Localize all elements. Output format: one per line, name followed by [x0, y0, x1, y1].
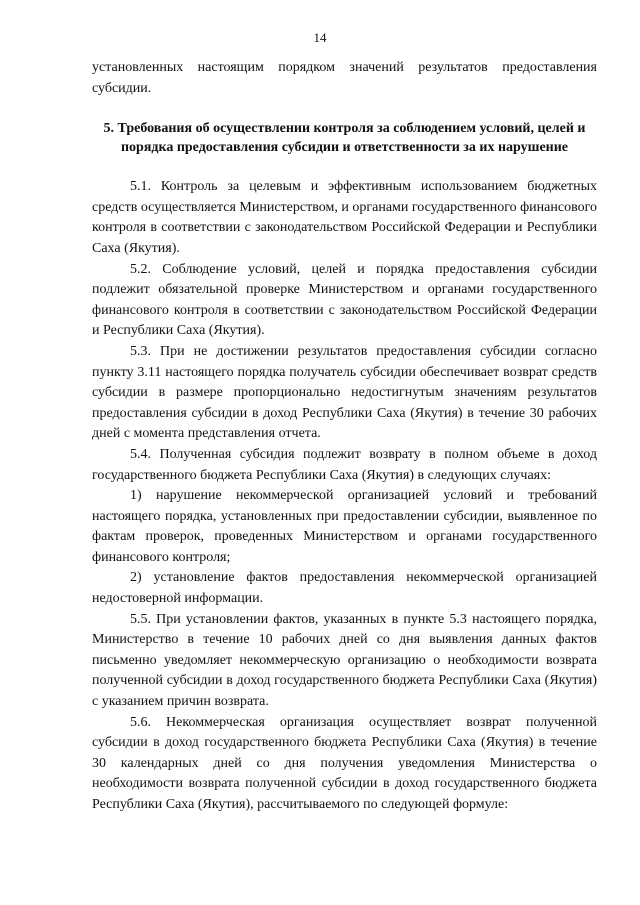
document-body [92, 58, 597, 816]
list-item-1: 1) нарушение некоммерческой организацией условий и требований настоящего порядка, установленных при предоставлении субсидии, выявленное по фактам проверок, проведенных Министерством и органами государственного финансового контроля; [92, 488, 597, 565]
paragraph-5-4: 5.4. Полученная субсидия подлежит возврату в полном объеме в доход государственного бюджета Республики Саха (Якутия) в следующих случаях: [92, 446, 597, 483]
paragraph-5-5: 5.5. При установлении фактов, указанных в пункте 5.3 настоящего порядка, Министерство в течение 10 рабочих дней со дня выявления данных фактов письменно уведомляет некоммерческую организацию о необходимости возврата полученной субсидии в доход государственного бюджета Республики Саха (Якутия) с указанием причин возврата. [92, 611, 597, 710]
intro-paragraph: установленных настоящим порядком значений результатов предоставления субсидии. [92, 60, 597, 96]
page-number: 14 [313, 30, 327, 45]
section-heading: 5. Требования об осуществлении контроля за соблюдением условий, целей и порядка предоставления субсидии и ответственности за их нарушение [103, 121, 586, 156]
paragraph-5-6: 5.6. Некоммерческая организация осуществляет возврат полученной субсидии в доход государственного бюджета Республики Саха (Якутия) в течение 30 календарных дней со дня получения уведомления Министерства о необходимости возврата полученной субсидии в доход государственного бюджета Республики Саха (Якутия), рассчитываемого по следующей формуле: [92, 714, 597, 812]
paragraph-5-2: 5.2. Соблюдение условий, целей и порядка предоставления субсидии подлежит обязательной проверке Министерством и органами государственного финансового контроля в соответствии с законодательством Российской Федерации и Республики Саха (Якутия). [92, 261, 597, 339]
list-item-2: 2) установление фактов предоставления некоммерческой организацией недостоверной информации. [92, 570, 597, 607]
paragraph-5-3: 5.3. При не достижении результатов предоставления субсидии согласно пункту 3.11 настоящего порядка получатель субсидии обеспечивает возврат средств субсидии в размере пропорционально недостигнутым значениям результатов предоставления субсидии в доход Республики Саха (Якутия) в течение 30 рабочих дней с момента представления отчета. [92, 343, 597, 442]
paragraph-5-1: 5.1. Контроль за целевым и эффективным использованием бюджетных средств осуществляется Министерством, и органами государственного финансового контроля в соответствии с законодательством Российской Федерации и Республики Саха (Якутия). [92, 179, 597, 256]
